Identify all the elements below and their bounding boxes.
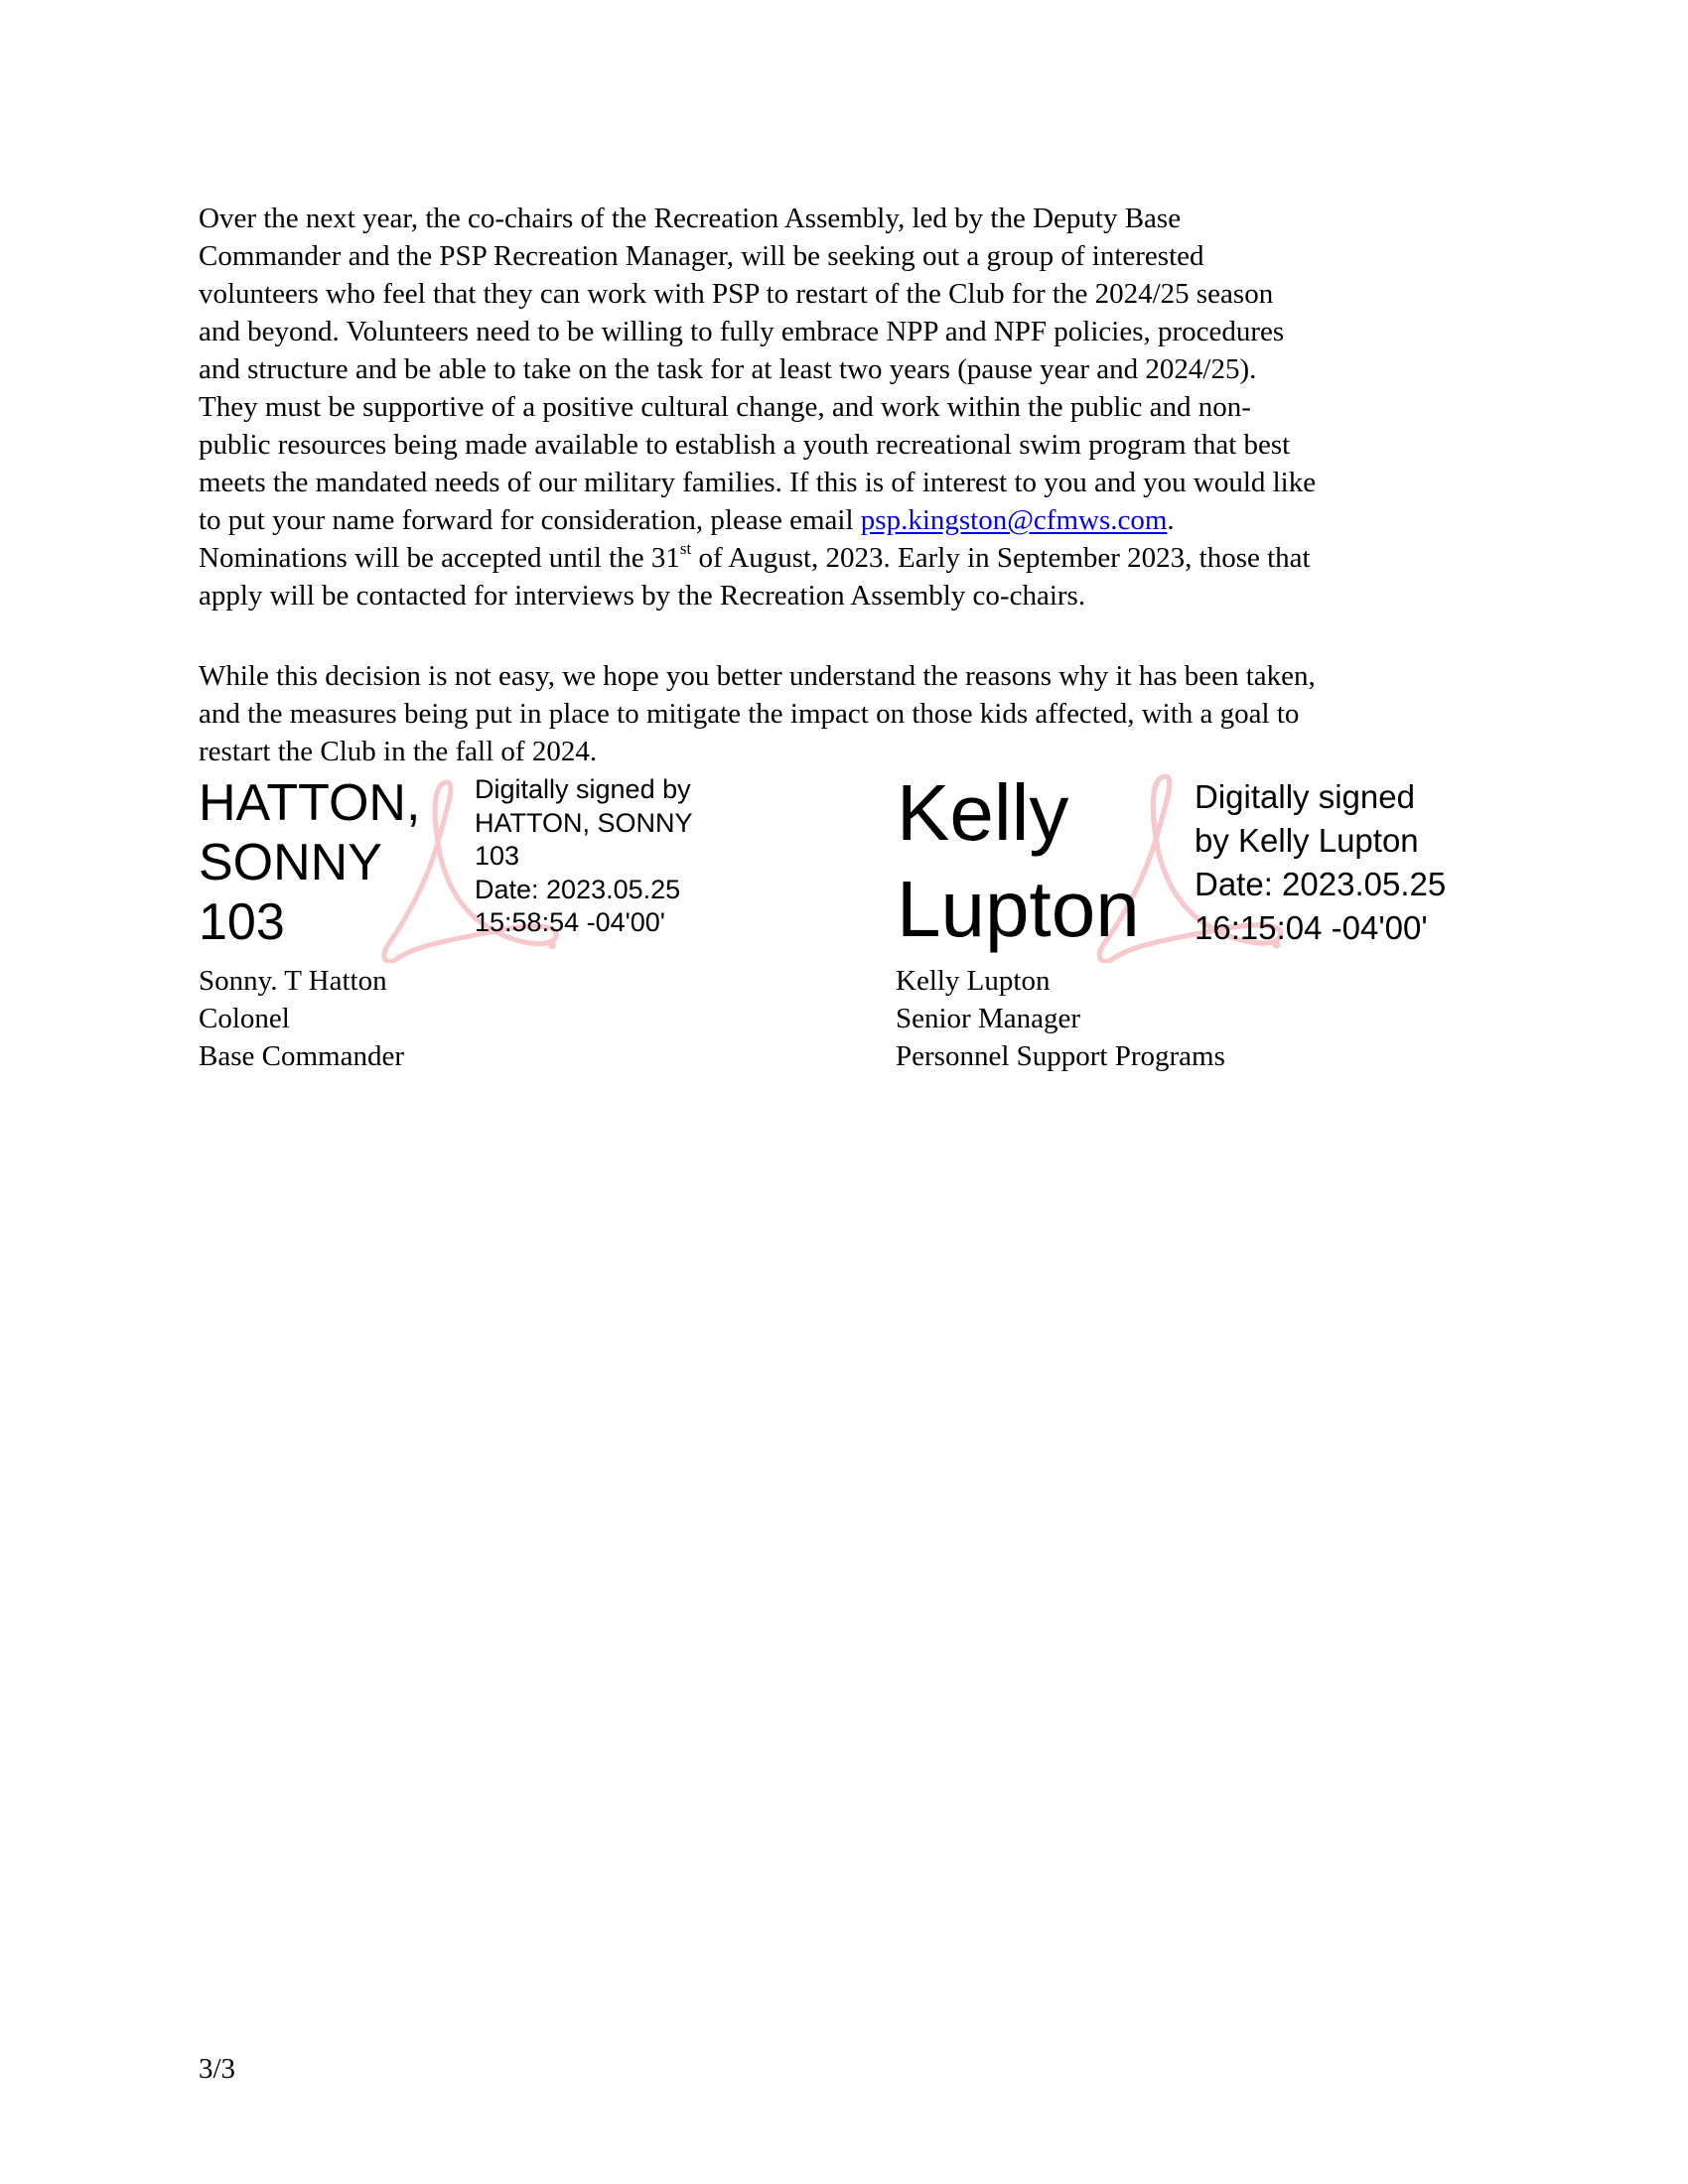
email-link[interactable]: psp.kingston@cfmws.com bbox=[860, 504, 1168, 536]
signer-name: Kelly Lupton bbox=[896, 965, 1051, 997]
email-line-period: . bbox=[1167, 504, 1175, 536]
signed-info-date: Date: 2023.05.25 bbox=[1195, 866, 1447, 902]
paragraph-line: While this decision is not easy, we hope you better understand the reasons why it has been taken, bbox=[199, 660, 1316, 692]
lupton-signature-name bbox=[897, 764, 1140, 957]
signer-rank: Colonel bbox=[199, 1003, 290, 1034]
signed-info-line: HATTON, SONNY bbox=[475, 807, 693, 838]
signature-name-line: SONNY bbox=[199, 834, 382, 891]
signed-info-line: Digitally signed by bbox=[475, 774, 691, 804]
signature-name-line: HATTON, bbox=[199, 774, 421, 832]
page-number: 3/3 bbox=[199, 2053, 236, 2085]
paragraph-decision bbox=[199, 657, 1316, 770]
nominations-text-after: of August, 2023. Early in September 2023, those that bbox=[691, 542, 1311, 574]
hatton-signed-info bbox=[475, 773, 693, 940]
email-line-text: to put your name forward for consideration, please email bbox=[199, 504, 861, 536]
signed-info-time: 15:58:54 -04'00' bbox=[475, 907, 665, 937]
paragraph-line: public resources being made available to establish a youth recreational swim program that best bbox=[199, 429, 1291, 461]
paragraph-line: and the measures being put in place to mitigate the impact on those kids affected, with a goal to bbox=[199, 698, 1300, 730]
signer-position: Base Commander bbox=[199, 1040, 404, 1072]
paragraph-line: They must be supportive of a positive cultural change, and work within the public and non- bbox=[199, 391, 1251, 423]
signature-name-line: Kelly bbox=[897, 768, 1069, 857]
signed-info-date: Date: 2023.05.25 bbox=[475, 874, 681, 904]
signer-name: Sonny. T Hatton bbox=[199, 965, 387, 997]
paragraph-line: restart the Club in the fall of 2024. bbox=[199, 736, 598, 767]
paragraph-volunteers bbox=[199, 200, 1316, 614]
nominations-line bbox=[199, 539, 1316, 577]
signed-info-line: Digitally signed bbox=[1195, 778, 1415, 815]
signed-info-line: 103 bbox=[475, 841, 520, 871]
paragraph-line: apply will be contacted for interviews by the Recreation Assembly co-chairs. bbox=[199, 580, 1086, 612]
nominations-text: Nominations will be accepted until the 31 bbox=[199, 542, 680, 574]
ordinal-superscript: st bbox=[679, 539, 692, 559]
paragraph-line: and beyond. Volunteers need to be willing to fully embrace NPP and NPF policies, procedures bbox=[199, 316, 1285, 347]
signature-name-line: 103 bbox=[199, 893, 285, 951]
hatton-signature-name bbox=[199, 773, 420, 952]
signature-name-line: Lupton bbox=[897, 865, 1140, 953]
hatton-signature-block bbox=[199, 962, 404, 1075]
paragraph-line: meets the mandated needs of our military families. If this is of interest to you and you would like bbox=[199, 467, 1317, 498]
signer-rank: Senior Manager bbox=[896, 1003, 1081, 1034]
paragraph-line: Over the next year, the co-chairs of the Recreation Assembly, led by the Deputy Base bbox=[199, 203, 1182, 234]
lupton-signed-info bbox=[1195, 775, 1446, 950]
paragraph-line: volunteers who feel that they can work with PSP to restart of the Club for the 2024/25 season bbox=[199, 278, 1274, 310]
email-line bbox=[199, 501, 1316, 539]
signed-info-line: by Kelly Lupton bbox=[1195, 822, 1419, 859]
paragraph-line: and structure and be able to take on the task for at least two years (pause year and 2024/25). bbox=[199, 353, 1257, 385]
signed-info-time: 16:15:04 -04'00' bbox=[1195, 909, 1428, 946]
signer-position: Personnel Support Programs bbox=[896, 1040, 1225, 1072]
paragraph-line: Commander and the PSP Recreation Manager, will be seeking out a group of interested bbox=[199, 240, 1204, 272]
lupton-signature-block bbox=[896, 962, 1225, 1075]
